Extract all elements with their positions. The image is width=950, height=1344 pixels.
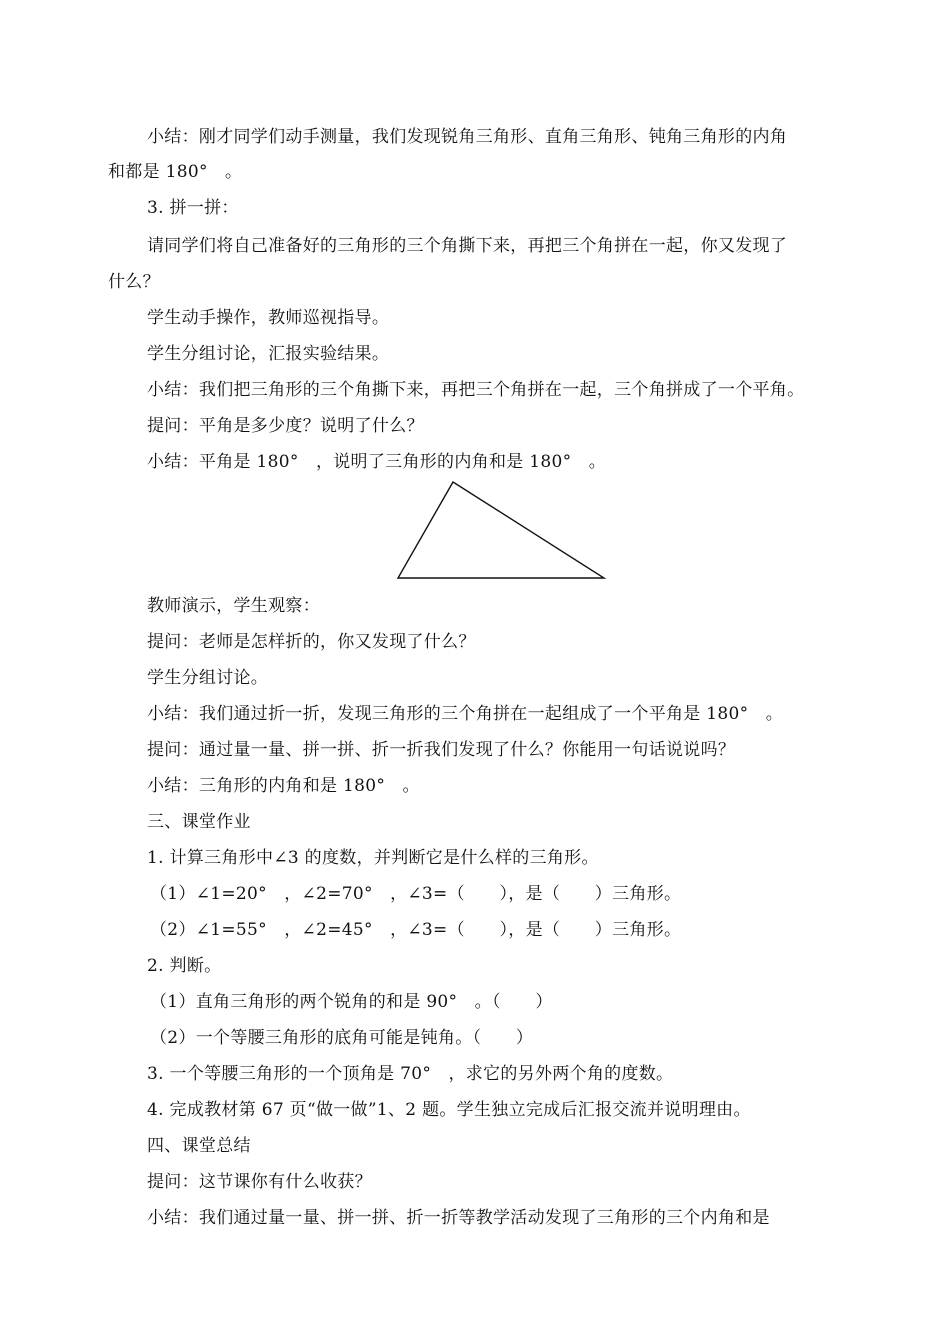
text-line: 教师演示，学生观察： [147, 596, 320, 616]
text-line: 小结：我们通过量一量、拼一拼、折一折等教学活动发现了三角形的三个内角和是 [147, 1208, 770, 1228]
text-line: 学生动手操作，教师巡视指导。 [147, 308, 390, 328]
section-heading: 四、课堂总结 [147, 1136, 251, 1156]
exercise-subitem: （1）∠1=20° ，∠2=70° ，∠3=（ ），是（ ）三角形。 [150, 884, 682, 904]
exercise-subitem: （1）直角三角形的两个锐角的和是 90° 。（ ） [150, 992, 553, 1012]
triangle-figure [393, 478, 609, 582]
text-line: 什么？ [108, 272, 160, 292]
text-line: 小结：平角是 180° ，说明了三角形的内角和是 180° 。 [147, 452, 607, 472]
exercise-item: 3. 一个等腰三角形的一个顶角是 70° ，求它的另外两个角的度数。 [147, 1064, 674, 1084]
text-line: 3. 拼一拼： [147, 198, 239, 218]
text-line: 小结：三角形的内角和是 180° 。 [147, 776, 420, 796]
exercise-item: 2. 判断。 [147, 956, 222, 976]
section-heading: 三、课堂作业 [147, 812, 251, 832]
text-line: 和都是 180° 。 [108, 162, 243, 182]
text-line: 提问：平角是多少度？说明了什么？ [147, 416, 424, 436]
text-line: 小结：刚才同学们动手测量，我们发现锐角三角形、直角三角形、钝角三角形的内角 [147, 127, 788, 147]
exercise-item: 1. 计算三角形中∠3 的度数，并判断它是什么样的三角形。 [147, 848, 599, 868]
triangle-shape [398, 482, 604, 578]
text-line: 提问：通过量一量、拼一拼、折一折我们发现了什么？你能用一句话说说吗？ [147, 740, 736, 760]
text-line: 小结：我们把三角形的三个角撕下来，再把三个角拼在一起，三个角拼成了一个平角。 [147, 380, 805, 400]
text-line: 小结：我们通过折一折，发现三角形的三个角拼在一起组成了一个平角是 180° 。 [147, 704, 784, 724]
exercise-subitem: （2）∠1=55° ，∠2=45° ，∠3=（ ），是（ ）三角形。 [150, 920, 682, 940]
text-line: 提问：老师是怎样折的，你又发现了什么？ [147, 632, 476, 652]
text-line: 学生分组讨论，汇报实验结果。 [147, 344, 390, 364]
text-line: 提问：这节课你有什么收获？ [147, 1172, 372, 1192]
exercise-subitem: （2）一个等腰三角形的底角可能是钝角。（ ） [150, 1028, 534, 1048]
text-line: 请同学们将自己准备好的三角形的三个角撕下来，再把三个角拼在一起，你又发现了 [147, 236, 788, 256]
exercise-item: 4. 完成教材第 67 页“做一做”1、2 题。学生独立完成后汇报交流并说明理由。 [147, 1100, 751, 1120]
text-line: 学生分组讨论。 [147, 668, 269, 688]
